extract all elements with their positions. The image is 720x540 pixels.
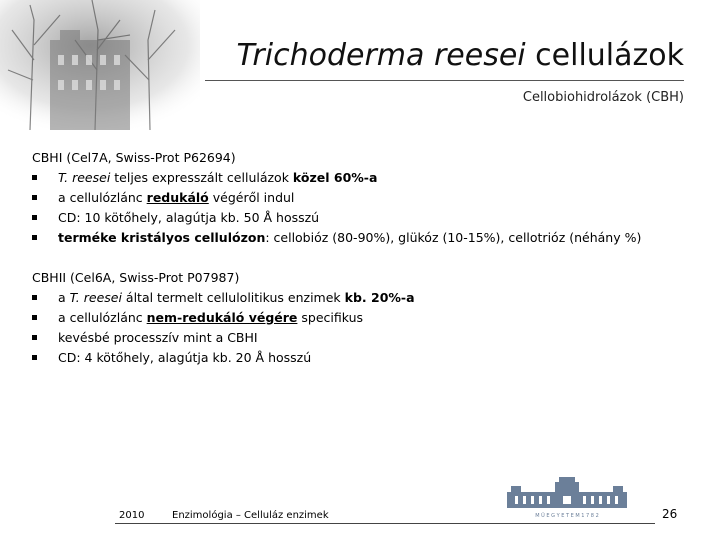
square-bullet-icon bbox=[32, 335, 37, 340]
bullet-text-run: redukáló bbox=[146, 190, 209, 205]
bullet-text-run: : cellobióz (80-90%), glükóz (10-15%), cellotrióz (néhány %) bbox=[265, 230, 642, 245]
slide-title bbox=[236, 38, 684, 73]
bullet-item bbox=[32, 168, 641, 188]
section-cbhi bbox=[32, 148, 641, 248]
university-logo bbox=[497, 474, 637, 520]
section-heading bbox=[32, 148, 641, 168]
bullet-text-run: CD: 10 kötőhely, alagútja kb. 50 Å hosszú bbox=[58, 210, 320, 225]
footer-year: 2010 bbox=[119, 510, 145, 521]
logo-caption: M Ű E G Y E T E M 1 7 8 2 bbox=[535, 513, 599, 519]
title-rest: cellulázok bbox=[525, 38, 684, 73]
bullet-text-run: a cellulózlánc bbox=[58, 190, 147, 205]
footer-course: Enzimológia – Celluláz enzimek bbox=[172, 510, 329, 521]
bullet-list bbox=[32, 168, 641, 248]
title-species: Trichoderma reesei bbox=[236, 38, 526, 73]
square-bullet-icon bbox=[32, 315, 37, 320]
bullet-text-run: T. reesei bbox=[69, 290, 122, 305]
bullet-item bbox=[32, 328, 415, 348]
section-heading-name: CBHI bbox=[32, 150, 63, 165]
section-heading-code: (Cel6A, Swiss-Prot P07987) bbox=[66, 270, 240, 285]
section-cbhii bbox=[32, 268, 415, 368]
bullet-text-run: CD: 4 kötőhely, alagútja kb. 20 Å hosszú bbox=[58, 350, 312, 365]
bullet-item bbox=[32, 308, 415, 328]
square-bullet-icon bbox=[32, 175, 37, 180]
slide-subtitle: Cellobiohidrolázok (CBH) bbox=[522, 90, 684, 105]
section-heading bbox=[32, 268, 415, 288]
bullet-text-run: közel 60%-a bbox=[292, 170, 378, 185]
bullet-item bbox=[32, 348, 415, 368]
footer-divider bbox=[115, 523, 655, 524]
title-divider bbox=[205, 80, 684, 81]
bullet-text-run: a cellulózlánc bbox=[58, 310, 147, 325]
bullet-text-run: végéről indul bbox=[208, 190, 295, 205]
bullet-text-run: nem-redukáló végére bbox=[146, 310, 298, 325]
bullet-text-run: által termelt cellulolitikus enzimek bbox=[121, 290, 345, 305]
bullet-text-run: teljes expresszált cellulázok bbox=[110, 170, 293, 185]
bullet-text-run: T. reesei bbox=[58, 170, 111, 185]
bullet-item bbox=[32, 288, 415, 308]
bullet-list bbox=[32, 288, 415, 368]
page-number: 26 bbox=[662, 507, 678, 521]
bullet-text-run: kb. 20%-a bbox=[344, 290, 415, 305]
square-bullet-icon bbox=[32, 355, 37, 360]
section-heading-name: CBHII bbox=[32, 270, 67, 285]
bullet-text-run: a bbox=[58, 290, 70, 305]
bullet-item bbox=[32, 208, 641, 228]
square-bullet-icon bbox=[32, 195, 37, 200]
bullet-item bbox=[32, 188, 641, 208]
bullet-item bbox=[32, 228, 641, 248]
bullet-text-run: kevésbé processzív mint a CBHI bbox=[58, 330, 258, 345]
bullet-text-run: terméke kristályos cellulózon bbox=[58, 230, 266, 245]
square-bullet-icon bbox=[32, 295, 37, 300]
bullet-text-run: specifikus bbox=[297, 310, 364, 325]
section-heading-code: (Cel7A, Swiss-Prot P62694) bbox=[62, 150, 236, 165]
building-photo bbox=[0, 0, 200, 130]
square-bullet-icon bbox=[32, 215, 37, 220]
square-bullet-icon bbox=[32, 235, 37, 240]
